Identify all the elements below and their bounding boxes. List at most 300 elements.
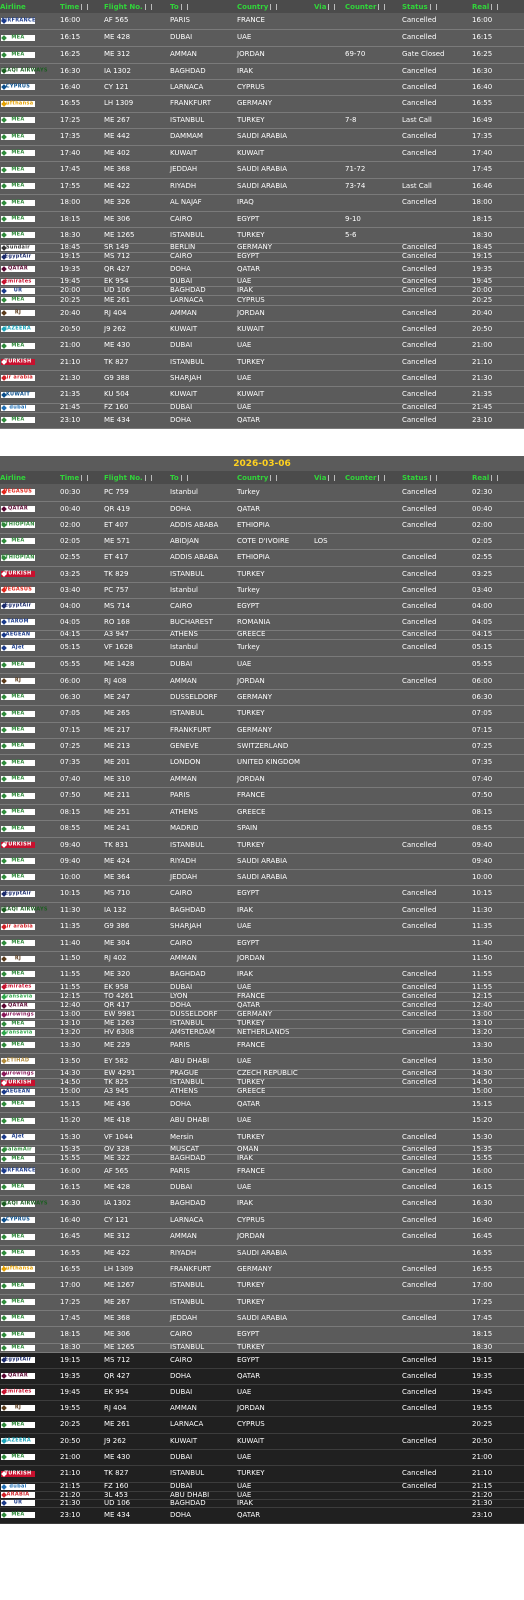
destination: DUBAI	[170, 1384, 237, 1400]
table-row[interactable]	[0, 1400, 524, 1416]
table-row[interactable]	[0, 639, 524, 656]
real-time: 11:50	[472, 951, 524, 966]
via	[314, 1326, 345, 1343]
flight-number: ME 213	[104, 738, 170, 754]
table-row[interactable]	[0, 211, 524, 227]
table-row[interactable]	[0, 412, 524, 428]
status	[402, 1245, 472, 1261]
table-row[interactable]	[0, 1482, 524, 1491]
col-to[interactable]: To	[170, 471, 237, 484]
flight-number: UD 106	[104, 286, 170, 295]
country: UNITED KINGDOM	[237, 754, 314, 771]
flight-number: ME 368	[104, 1310, 170, 1326]
destination: DOHA	[170, 412, 237, 428]
status	[402, 1112, 472, 1129]
destination: DOHA	[170, 1368, 237, 1384]
table-row[interactable]	[0, 951, 524, 966]
counter	[345, 1001, 402, 1010]
sort-icon[interactable]	[270, 475, 277, 481]
col-time[interactable]: Time	[60, 471, 104, 484]
via	[314, 935, 345, 951]
col-airline[interactable]: Airline	[0, 471, 60, 484]
table-row[interactable]	[0, 992, 524, 1001]
real-time: 16:30	[472, 1195, 524, 1212]
table-row[interactable]	[0, 705, 524, 722]
table-row[interactable]	[0, 403, 524, 412]
destination: ISTANBUL	[170, 1294, 237, 1310]
table-row[interactable]	[0, 722, 524, 738]
airline-logo-cell	[0, 1433, 60, 1449]
airline-logo	[1, 1512, 35, 1518]
col-status[interactable]: Status	[402, 471, 472, 484]
airline-logo-text: MEA	[11, 939, 25, 946]
airline-logo	[1, 200, 35, 206]
destination: ATHENS	[170, 1087, 237, 1096]
table-row[interactable]	[0, 566, 524, 582]
col-time[interactable]: Time	[60, 0, 104, 13]
table-row[interactable]	[0, 1078, 524, 1087]
table-row[interactable]	[0, 1228, 524, 1245]
destination: DOHA	[170, 1096, 237, 1112]
sort-icon[interactable]	[491, 475, 498, 481]
country: UAE	[237, 1179, 314, 1195]
real-time: 13:50	[472, 1053, 524, 1069]
table-row[interactable]	[0, 837, 524, 853]
status: Cancelled	[402, 1078, 472, 1087]
table-row[interactable]	[0, 517, 524, 533]
airline-logo-text: AEGEAN	[5, 1088, 31, 1094]
counter	[345, 412, 402, 428]
departure-time: 07:25	[60, 738, 104, 754]
departure-time: 16:30	[60, 63, 104, 79]
table-row[interactable]	[0, 194, 524, 211]
airline-logo-cell	[0, 1163, 60, 1179]
departure-time: 19:15	[60, 1352, 104, 1368]
real-time: 16:15	[472, 29, 524, 46]
counter	[345, 1326, 402, 1343]
table-row[interactable]	[0, 1449, 524, 1465]
airline-logo-cell	[0, 639, 60, 656]
real-time: 17:35	[472, 128, 524, 145]
table-row[interactable]	[0, 178, 524, 194]
table-row[interactable]	[0, 1001, 524, 1010]
airline-logo-text: ETHIOPIAN	[1, 554, 35, 560]
flight-number: ME 434	[104, 412, 170, 428]
table-row[interactable]	[0, 1352, 524, 1368]
country: SAUDI ARABIA	[237, 853, 314, 869]
sort-icon[interactable]	[181, 4, 188, 10]
counter	[345, 1499, 402, 1507]
counter	[345, 1145, 402, 1154]
airline-logo-cell	[0, 1261, 60, 1277]
sort-icon[interactable]	[145, 475, 152, 481]
table-row[interactable]	[0, 63, 524, 79]
airline-logo	[1, 288, 35, 294]
departure-time: 05:15	[60, 639, 104, 656]
table-row[interactable]	[0, 1245, 524, 1261]
table-row[interactable]	[0, 1037, 524, 1053]
airline-logo	[1, 1422, 35, 1428]
table-row[interactable]	[0, 1019, 524, 1028]
airline-logo-text: MEA	[11, 1100, 25, 1107]
via	[314, 639, 345, 656]
airline-logo-cell	[0, 598, 60, 614]
real-time: 08:15	[472, 804, 524, 820]
table-row[interactable]	[0, 337, 524, 354]
country: GREECE	[237, 804, 314, 820]
departure-time: 16:55	[60, 95, 104, 112]
table-row[interactable]	[0, 1491, 524, 1499]
via	[314, 1449, 345, 1465]
col-real[interactable]: Real	[472, 471, 524, 484]
table-row[interactable]	[0, 804, 524, 820]
real-time: 07:25	[472, 738, 524, 754]
airline-logo-cell	[0, 566, 60, 582]
airline-logo	[1, 603, 35, 609]
flight-number: RJ 402	[104, 951, 170, 966]
table-row[interactable]	[0, 656, 524, 673]
airline-logo	[1, 117, 35, 123]
airline-logo-text: UR	[13, 287, 23, 293]
col-counter[interactable]: Counter	[345, 0, 402, 13]
table-row[interactable]	[0, 1310, 524, 1326]
table-row[interactable]	[0, 1154, 524, 1163]
departure-time: 05:55	[60, 656, 104, 673]
table-row[interactable]	[0, 885, 524, 902]
table-row[interactable]	[0, 630, 524, 639]
table-row[interactable]	[0, 1028, 524, 1037]
real-time: 20:50	[472, 1433, 524, 1449]
col-to[interactable]: To	[170, 0, 237, 13]
table-row[interactable]	[0, 1195, 524, 1212]
departure-time: 17:35	[60, 128, 104, 145]
table-row[interactable]	[0, 1163, 524, 1179]
table-row[interactable]	[0, 370, 524, 386]
table-row[interactable]	[0, 145, 524, 161]
country: JORDAN	[237, 1400, 314, 1416]
col-country[interactable]: Country	[237, 0, 314, 13]
country: EGYPT	[237, 211, 314, 227]
real-time: 20:00	[472, 286, 524, 295]
destination: ADDIS ABABA	[170, 517, 237, 533]
table-row[interactable]	[0, 787, 524, 804]
table-row[interactable]	[0, 277, 524, 286]
table-row[interactable]	[0, 1069, 524, 1078]
country: SAUDI ARABIA	[237, 1245, 314, 1261]
departure-time: 13:10	[60, 1019, 104, 1028]
real-time: 21:45	[472, 403, 524, 412]
airline-logo	[1, 1030, 35, 1036]
table-row[interactable]	[0, 1499, 524, 1507]
table-row[interactable]	[0, 853, 524, 869]
departure-time: 12:15	[60, 992, 104, 1001]
airline-logo-text: AIRFRANCE	[1, 1167, 36, 1174]
airline-logo	[1, 1003, 35, 1009]
status	[402, 1096, 472, 1112]
status	[402, 1019, 472, 1028]
real-time: 16:40	[472, 1212, 524, 1228]
counter	[345, 1037, 402, 1053]
table-row[interactable]	[0, 1053, 524, 1069]
real-time: 15:30	[472, 1129, 524, 1145]
col-status[interactable]: Status	[402, 0, 472, 13]
table-row[interactable]	[0, 935, 524, 951]
flight-number: ME 436	[104, 1096, 170, 1112]
airline-logo-text: MEA	[11, 693, 25, 700]
country: COTE D'IVOIRE	[237, 533, 314, 549]
table-row[interactable]	[0, 243, 524, 252]
col-airline[interactable]: Airline	[0, 0, 60, 13]
airline-logo-cell	[0, 754, 60, 771]
table-row[interactable]	[0, 533, 524, 549]
counter	[345, 1449, 402, 1465]
airline-logo-text: MEA	[11, 199, 25, 205]
table-row[interactable]	[0, 1465, 524, 1482]
country: UAE	[237, 337, 314, 354]
country: FRANCE	[237, 787, 314, 804]
airline-logo	[1, 1373, 35, 1379]
via	[314, 771, 345, 787]
table-row[interactable]	[0, 1145, 524, 1154]
airline-logo-text: MEA	[11, 1041, 25, 1048]
real-time: 23:10	[472, 412, 524, 428]
country: UAE	[237, 1112, 314, 1129]
destination: ABIDJAN	[170, 533, 237, 549]
status	[402, 295, 472, 305]
flight-number: ME 267	[104, 1294, 170, 1310]
status: Cancelled	[402, 1028, 472, 1037]
departure-time: 21:00	[60, 1449, 104, 1465]
table-row[interactable]	[0, 1416, 524, 1433]
departure-time: 11:30	[60, 902, 104, 918]
table-row[interactable]	[0, 128, 524, 145]
table-row[interactable]	[0, 918, 524, 935]
via	[314, 211, 345, 227]
table-row[interactable]	[0, 902, 524, 918]
country: TURKEY	[237, 566, 314, 582]
table-row[interactable]	[0, 1087, 524, 1096]
table-row[interactable]	[0, 771, 524, 787]
via	[314, 354, 345, 370]
departure-time: 15:35	[60, 1145, 104, 1154]
col-counter[interactable]: Counter	[345, 471, 402, 484]
country: QATAR	[237, 1368, 314, 1384]
table-row[interactable]	[0, 286, 524, 295]
country: GREECE	[237, 630, 314, 639]
table-row[interactable]	[0, 1368, 524, 1384]
flight-number: MS 712	[104, 252, 170, 261]
table-row[interactable]	[0, 966, 524, 982]
sort-icon[interactable]	[181, 475, 188, 481]
airline-logo-text: MEA	[11, 296, 25, 303]
status: Cancelled	[402, 517, 472, 533]
flight-number: AF 565	[104, 1163, 170, 1179]
flight-number: TK 827	[104, 1465, 170, 1482]
col-real[interactable]: Real	[472, 0, 524, 13]
table-row[interactable]	[0, 1212, 524, 1228]
col-via[interactable]: Via	[314, 0, 345, 13]
table-row[interactable]	[0, 738, 524, 754]
real-time: 13:00	[472, 1010, 524, 1019]
table-row[interactable]	[0, 1384, 524, 1400]
table-row[interactable]	[0, 484, 524, 501]
sort-icon[interactable]	[430, 4, 437, 10]
table-row[interactable]	[0, 1433, 524, 1449]
airline-logo-text: MEA	[11, 857, 25, 864]
destination: GENEVE	[170, 738, 237, 754]
table-row[interactable]	[0, 754, 524, 771]
table-row[interactable]	[0, 1507, 524, 1523]
table-row[interactable]	[0, 1343, 524, 1352]
airline-logo-text: MEA	[11, 342, 25, 348]
real-time: 17:40	[472, 145, 524, 161]
table-row[interactable]	[0, 321, 524, 337]
counter	[345, 1245, 402, 1261]
airline-logo	[1, 52, 35, 58]
real-time: 11:35	[472, 918, 524, 935]
departure-time: 18:15	[60, 211, 104, 227]
table-row[interactable]	[0, 13, 524, 29]
table-row[interactable]	[0, 261, 524, 277]
table-row[interactable]	[0, 1129, 524, 1145]
sort-icon[interactable]	[270, 4, 277, 10]
table-row[interactable]	[0, 869, 524, 885]
real-time: 16:00	[472, 1163, 524, 1179]
table-row[interactable]	[0, 29, 524, 46]
sort-icon[interactable]	[328, 475, 335, 481]
via	[314, 1433, 345, 1449]
table-row[interactable]	[0, 598, 524, 614]
table-row[interactable]	[0, 1179, 524, 1195]
table-row[interactable]	[0, 79, 524, 95]
destination: ADDIS ABABA	[170, 549, 237, 566]
airline-logo-text: MEA	[11, 34, 25, 40]
airline-logo-text: transavia	[3, 993, 33, 999]
counter	[345, 1277, 402, 1294]
sort-icon[interactable]	[328, 4, 335, 10]
table-row[interactable]	[0, 1112, 524, 1129]
table-row[interactable]	[0, 501, 524, 517]
destination: MADRID	[170, 820, 237, 837]
departure-time: 18:15	[60, 1326, 104, 1343]
destination: DUBAI	[170, 656, 237, 673]
col-country[interactable]: Country	[237, 471, 314, 484]
via	[314, 722, 345, 738]
country: UAE	[237, 1491, 314, 1499]
departure-time: 18:30	[60, 1343, 104, 1352]
table-row[interactable]	[0, 1277, 524, 1294]
airline-logo-cell	[0, 95, 60, 112]
table-row[interactable]	[0, 673, 524, 689]
table-row[interactable]	[0, 820, 524, 837]
counter	[345, 1053, 402, 1069]
status: Cancelled	[402, 614, 472, 630]
sort-icon[interactable]	[491, 4, 498, 10]
table-row[interactable]	[0, 1326, 524, 1343]
table-row[interactable]	[0, 689, 524, 705]
destination: BAGHDAD	[170, 63, 237, 79]
airline-logo-cell	[0, 145, 60, 161]
via	[314, 787, 345, 804]
via	[314, 754, 345, 771]
status: Cancelled	[402, 403, 472, 412]
real-time: 15:35	[472, 1145, 524, 1154]
table-row[interactable]	[0, 112, 524, 128]
destination: ISTANBUL	[170, 566, 237, 582]
airline-logo-text: TURKISH	[4, 841, 32, 848]
airline-logo-text: MEA	[11, 1511, 25, 1518]
sort-icon[interactable]	[378, 4, 385, 10]
airline-logo-cell	[0, 722, 60, 738]
flight-number: ME 434	[104, 1507, 170, 1523]
table-row[interactable]	[0, 161, 524, 178]
counter	[345, 1482, 402, 1491]
airline-logo	[1, 232, 35, 238]
col-flight-no[interactable]: Flight No.	[104, 471, 170, 484]
destination: DUSSELDORF	[170, 1010, 237, 1019]
col-flight-no[interactable]: Flight No.	[104, 0, 170, 13]
country: SWITZERLAND	[237, 738, 314, 754]
departure-time: 03:25	[60, 566, 104, 582]
sort-icon[interactable]	[81, 4, 88, 10]
table-row[interactable]	[0, 1294, 524, 1310]
sort-icon[interactable]	[81, 475, 88, 481]
flight-number: ME 326	[104, 194, 170, 211]
col-via[interactable]: Via	[314, 471, 345, 484]
table-row[interactable]	[0, 305, 524, 321]
sort-icon[interactable]	[145, 4, 152, 10]
airline-logo	[1, 1147, 35, 1153]
counter: 7-8	[345, 112, 402, 128]
table-row[interactable]	[0, 614, 524, 630]
via	[314, 992, 345, 1001]
table-row[interactable]	[0, 95, 524, 112]
table-row[interactable]	[0, 354, 524, 370]
table-row[interactable]	[0, 549, 524, 566]
status: Cancelled	[402, 243, 472, 252]
table-row[interactable]	[0, 252, 524, 261]
table-row[interactable]	[0, 386, 524, 403]
destination: CAIRO	[170, 935, 237, 951]
via	[314, 1019, 345, 1028]
counter	[345, 79, 402, 95]
airline-logo-cell	[0, 771, 60, 787]
sort-icon[interactable]	[378, 475, 385, 481]
table-row[interactable]	[0, 1261, 524, 1277]
table-row[interactable]	[0, 1010, 524, 1019]
airline-logo-cell	[0, 13, 60, 29]
table-row[interactable]	[0, 295, 524, 305]
table-row[interactable]	[0, 227, 524, 243]
via	[314, 918, 345, 935]
airline-logo-cell	[0, 951, 60, 966]
sort-icon[interactable]	[430, 475, 437, 481]
departure-time: 17:25	[60, 112, 104, 128]
airline-logo	[1, 1299, 35, 1305]
table-row[interactable]	[0, 1096, 524, 1112]
table-row[interactable]	[0, 46, 524, 63]
airline-logo-text: AJet	[11, 1133, 25, 1140]
airline-logo-cell	[0, 354, 60, 370]
status: Cancelled	[402, 1400, 472, 1416]
date-label: 2026-03-06	[0, 456, 524, 471]
flight-number: G9 388	[104, 370, 170, 386]
counter: 71-72	[345, 161, 402, 178]
table-row[interactable]	[0, 582, 524, 598]
table-row[interactable]	[0, 982, 524, 992]
via	[314, 1129, 345, 1145]
airline-logo-text: Lufthansa	[2, 100, 34, 106]
